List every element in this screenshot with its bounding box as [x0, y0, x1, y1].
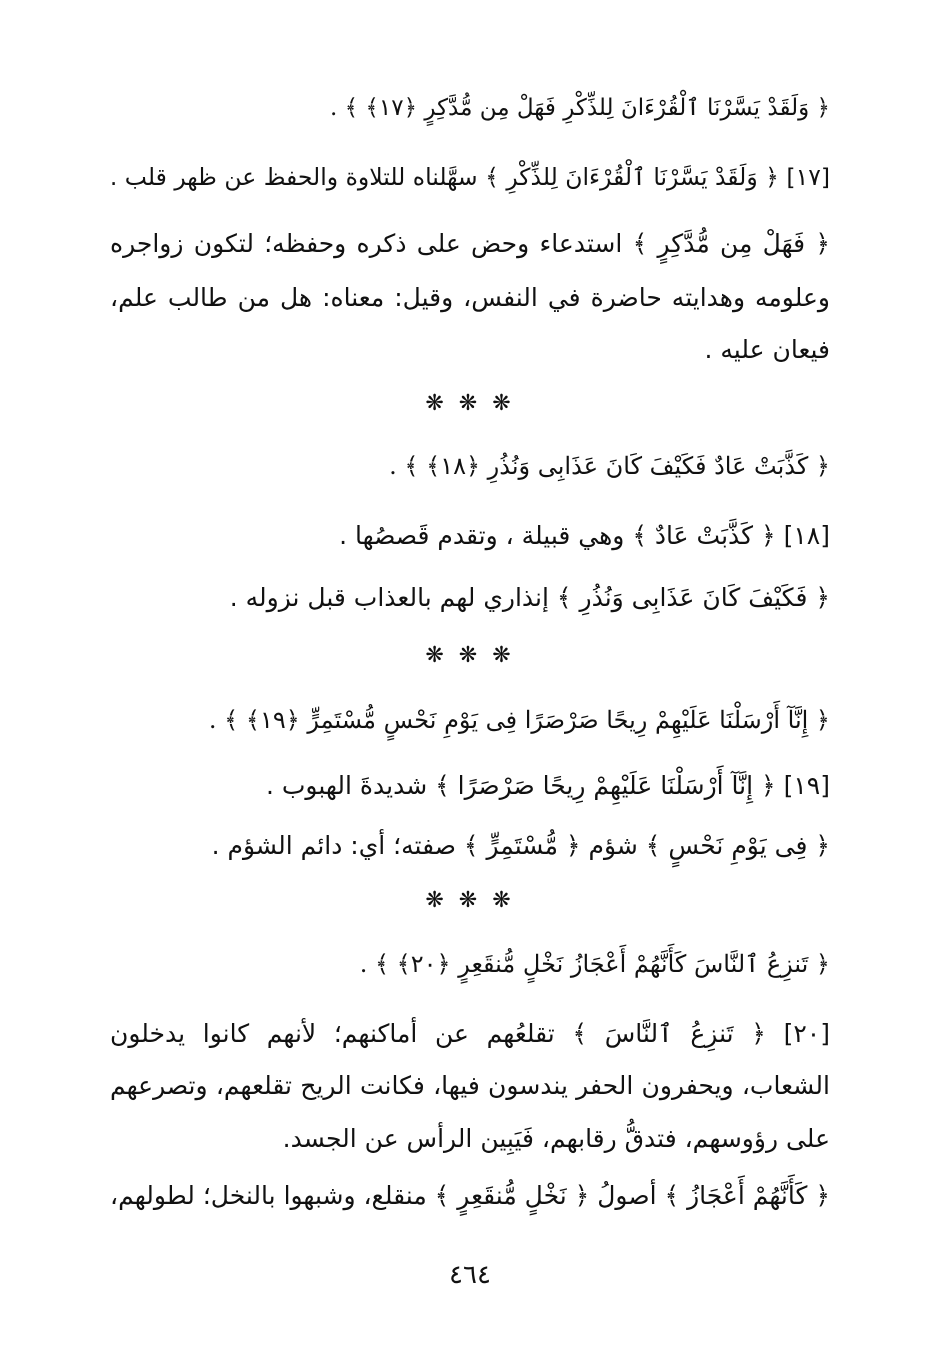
commentary-20-line-1: [٢٠] ﴿ تَنزِعُ ٱلنَّاسَ ﴾ تقلعُهم عن أماكنهم؛ لأنهم كانوا يدخلون: [110, 1019, 830, 1048]
page-number: ٤٦٤: [449, 1260, 491, 1290]
commentary-20-line-3: على رؤوسهم، فتدقُّ رقابهم، فَيَبِين الرأس عن الجسد.: [282, 1124, 830, 1153]
commentary-17-line-4: فيعان عليه .: [704, 335, 830, 364]
verse-18-line: ﴿ كَذَّبَتْ عَادٌ فَكَيْفَ كَانَ عَذَابِى وَنُذُرِ ﴿١٨﴾ ﴾ .: [389, 452, 830, 480]
commentary-20-line-2: الشعاب، ويحفرون الحفر يندسون فيها، فكانت الريح تقلعهم، وتصرعهم: [110, 1071, 830, 1100]
commentary-17-line-1: [١٧] ﴿ وَلَقَدْ يَسَّرْنَا ٱلْقُرْءَانَ لِلذِّكْرِ ﴾ سهَّلناه للتلاوة والحفظ عن ظهر قلب .: [109, 163, 830, 191]
verse-20-line: ﴿ تَنزِعُ ٱلنَّاسَ كَأَنَّهُمْ أَعْجَازُ نَخْلٍ مُّنقَعِرٍ ﴿٢٠﴾ ﴾ .: [359, 950, 830, 978]
section-separator-3: ❋ ❋ ❋: [425, 888, 515, 913]
commentary-19-line-1: [١٩] ﴿ إِنَّآ أَرْسَلْنَا عَلَيْهِمْ رِيحًا صَرْصَرًا ﴾ شديدةَ الهبوب .: [265, 771, 830, 800]
commentary-20-line-4: ﴿ كَأَنَّهُمْ أَعْجَازُ ﴾ أصولُ ﴿ نَخْلٍ مُّنقَعِرٍ ﴾ منقلع، وشبهوا بالنخل؛ لطولهم،: [110, 1181, 830, 1210]
verse-17-line: ﴿ وَلَقَدْ يَسَّرْنَا ٱلْقُرْءَانَ لِلذِّكْرِ فَهَلْ مِن مُّدَّكِرٍ ﴿١٧﴾ ﴾ .: [329, 95, 830, 121]
verse-19-line: ﴿ إِنَّآ أَرْسَلْنَا عَلَيْهِمْ رِيحًا صَرْصَرًا فِى يَوْمِ نَحْسٍ مُّسْتَمِرٍّ ﴿١٩﴾ ﴾ .: [208, 706, 830, 734]
commentary-18-line-1: [١٨] ﴿ كَذَّبَتْ عَادٌ ﴾ وهي قبيلة ، وتقدم قَصصُها .: [339, 521, 830, 550]
commentary-19-line-2: ﴿ فِى يَوْمِ نَحْسٍ ﴾ شؤم ﴿ مُّسْتَمِرٍّ ﴾ صفته؛ أي: دائم الشؤم .: [211, 831, 830, 860]
section-separator-1: ❋ ❋ ❋: [425, 391, 515, 416]
commentary-18-line-2: ﴿ فَكَيْفَ كَانَ عَذَابِى وَنُذُرِ ﴾ إنذاري لهم بالعذاب قبل نزوله .: [229, 583, 830, 612]
commentary-17-line-2: ﴿ فَهَلْ مِن مُّدَّكِرٍ ﴾ استدعاء وحض على ذكره وحفظه؛ لتكون زواجره: [110, 229, 830, 258]
commentary-17-line-3: وعلومه وهدايته حاضرة في النفس، وقيل: معناه: هل من طالب علم،: [110, 283, 830, 312]
section-separator-2: ❋ ❋ ❋: [425, 643, 515, 668]
